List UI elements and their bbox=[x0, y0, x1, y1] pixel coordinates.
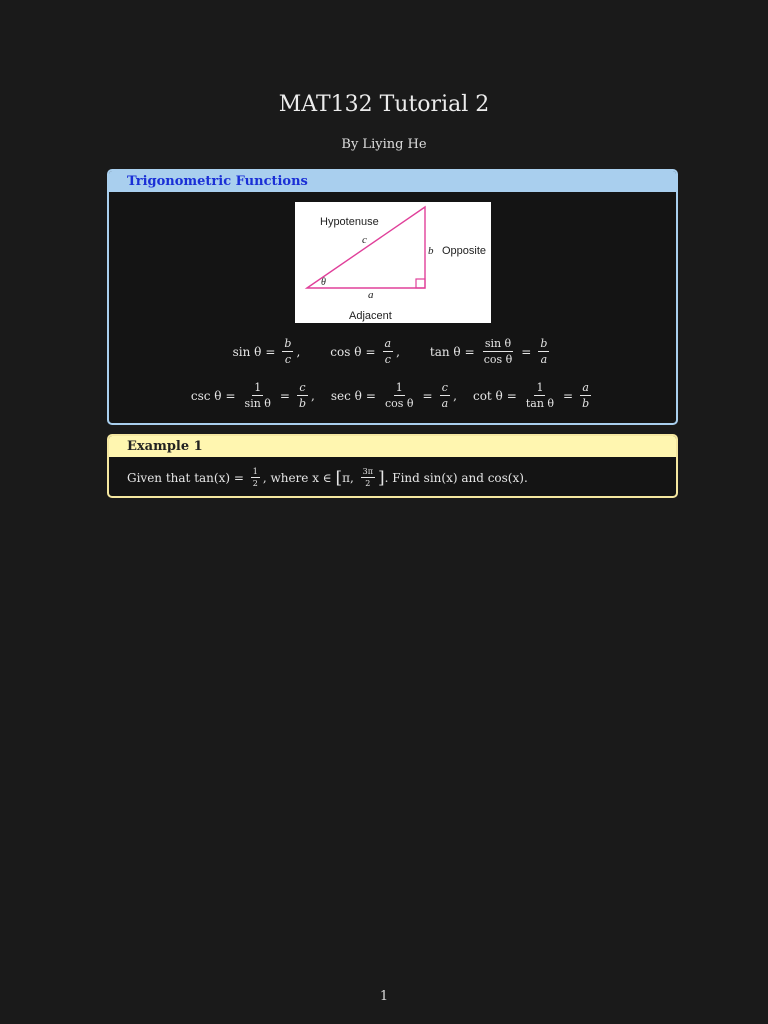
csc-equals: = bbox=[225, 388, 236, 403]
sec-denominator-1: cos θ bbox=[384, 397, 414, 410]
interval-lower-bound: π, bbox=[342, 470, 358, 485]
tan-numerator-1: sin θ bbox=[484, 337, 512, 350]
sin-equals: = bbox=[265, 344, 276, 359]
tan-equals-2: = bbox=[521, 344, 532, 359]
cot-fraction-1 bbox=[524, 381, 556, 410]
tan-numerator-2: b bbox=[540, 337, 548, 350]
one-half-denominator: 2 bbox=[252, 479, 258, 488]
tan-equals: = bbox=[464, 344, 475, 359]
page-number: 1 bbox=[379, 989, 389, 1004]
sec-fraction-1 bbox=[383, 381, 416, 410]
sin-fraction bbox=[282, 337, 293, 366]
sec-equation bbox=[331, 381, 457, 410]
example-1-text bbox=[127, 467, 528, 488]
one-half-fraction bbox=[251, 467, 260, 488]
sin-equation bbox=[233, 337, 301, 366]
sec-comma: , bbox=[453, 388, 457, 403]
tan-fraction-2 bbox=[538, 337, 549, 366]
cos-fraction bbox=[383, 337, 394, 366]
cot-fraction-2 bbox=[580, 381, 591, 410]
three-pi-denominator: 2 bbox=[365, 479, 371, 488]
cot-numerator-1: 1 bbox=[536, 381, 544, 394]
interval-open-bracket: [ bbox=[335, 467, 343, 488]
csc-equation bbox=[191, 381, 315, 410]
sec-equals: = bbox=[365, 388, 376, 403]
csc-numerator-1: 1 bbox=[254, 381, 262, 394]
side-c-label: c bbox=[362, 234, 367, 246]
interval-close-bracket: ] bbox=[378, 467, 385, 488]
sin-comma: , bbox=[296, 344, 301, 359]
document-author: By Liying He bbox=[341, 137, 427, 152]
tan-denominator-1: cos θ bbox=[483, 353, 513, 366]
side-b-label: b bbox=[428, 245, 434, 257]
trig-functions-box bbox=[107, 169, 678, 425]
csc-equals-2: = bbox=[279, 388, 290, 403]
cos-equals: = bbox=[365, 344, 376, 359]
csc-comma: , bbox=[311, 388, 315, 403]
cos-numerator: a bbox=[384, 337, 392, 350]
example-text-before: Given that tan(x) = bbox=[127, 470, 248, 485]
csc-numerator-2: c bbox=[299, 381, 306, 394]
angle-theta-label: θ bbox=[321, 277, 326, 288]
sec-lhs: sec θ bbox=[330, 388, 362, 403]
sin-denominator: c bbox=[284, 353, 292, 366]
csc-denominator-2: b bbox=[298, 397, 307, 410]
csc-fraction-1 bbox=[243, 381, 273, 410]
cos-comma: , bbox=[396, 344, 400, 359]
sec-fraction-2 bbox=[440, 381, 451, 410]
cot-numerator-2: a bbox=[582, 381, 589, 394]
hypotenuse-label: Hypotenuse bbox=[320, 216, 379, 228]
opposite-label: Opposite bbox=[442, 245, 487, 257]
tan-equation bbox=[430, 337, 552, 366]
cos-denominator: c bbox=[384, 353, 391, 366]
cot-equals-2: = bbox=[563, 388, 574, 403]
cot-denominator-2: b bbox=[582, 397, 590, 410]
cot-lhs: cot θ bbox=[472, 388, 503, 403]
sin-numerator: b bbox=[284, 337, 292, 350]
sin-lhs: sin θ bbox=[232, 344, 262, 359]
one-half-numerator: 1 bbox=[252, 467, 258, 476]
tan-denominator-2: a bbox=[540, 353, 548, 366]
three-pi-numerator: 3π bbox=[362, 467, 373, 476]
sec-equals-2: = bbox=[422, 388, 433, 403]
trig-functions-heading: Trigonometric Functions bbox=[109, 171, 676, 192]
example-text-mid: , where x ∈ bbox=[262, 470, 336, 485]
trig-equations-row-1 bbox=[109, 337, 676, 366]
sec-numerator-2: c bbox=[441, 381, 448, 394]
cot-equals: = bbox=[506, 388, 517, 403]
csc-lhs: csc θ bbox=[190, 388, 222, 403]
right-triangle-figure bbox=[295, 202, 491, 323]
right-angle-marker bbox=[416, 279, 425, 288]
sec-denominator-2: a bbox=[441, 397, 449, 410]
example-text-after: . Find sin(x) and cos(x). bbox=[384, 470, 528, 485]
tan-fraction-1 bbox=[482, 337, 515, 366]
three-pi-over-two-fraction bbox=[361, 467, 375, 488]
side-a-label: a bbox=[368, 289, 374, 301]
adjacent-label: Adjacent bbox=[349, 310, 392, 322]
document-title: MAT132 Tutorial 2 bbox=[278, 92, 490, 117]
sec-numerator-1: 1 bbox=[395, 381, 403, 394]
right-triangle-svg bbox=[295, 202, 491, 323]
cot-denominator-1: tan θ bbox=[525, 397, 555, 410]
trig-equations-row-2 bbox=[109, 381, 676, 410]
example-1-heading: Example 1 bbox=[109, 436, 676, 457]
csc-denominator-1: sin θ bbox=[244, 397, 271, 410]
tan-lhs: tan θ bbox=[429, 344, 461, 359]
csc-fraction-2 bbox=[297, 381, 308, 410]
cot-equation bbox=[473, 381, 594, 410]
cos-lhs: cos θ bbox=[330, 344, 362, 359]
cos-equation bbox=[330, 337, 400, 366]
example-1-box bbox=[107, 434, 678, 498]
